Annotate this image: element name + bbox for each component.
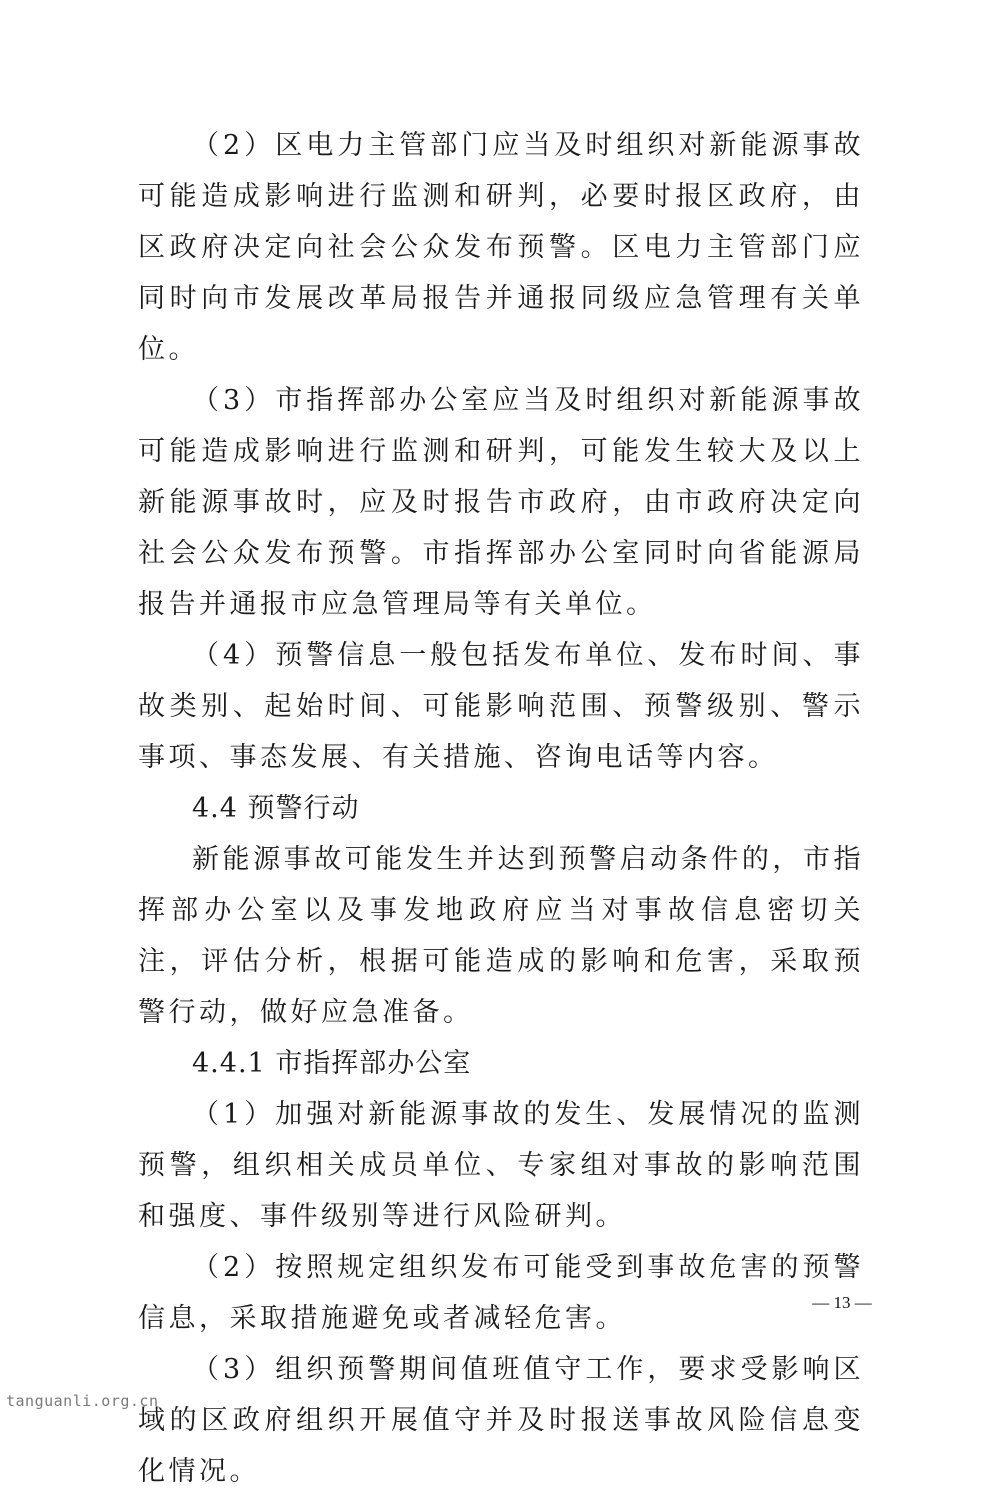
paragraph-item-3-city-command-office: （3）市指挥部办公室应当及时组织对新能源事故可能造成影响进行监测和研判，可能发生较大及以上新能源事故时，应及时报告市政府，由市政府决定向社会公众发布预警。市指挥部办公室同时向省能源局报告并通报市应急管理局等有关单位。 <box>138 385 864 620</box>
document-body <box>138 120 864 1497</box>
paragraph-action-2-publish: （2）按照规定组织发布可能受到事故危害的预警信息，采取措施避免或者减轻危害。 <box>138 1252 864 1334</box>
watermark-text: tanguanli.org.cn <box>6 1392 159 1410</box>
section-heading-4-4-1: 4.4.1 市指挥部办公室 <box>192 1048 472 1079</box>
paragraph-warning-action: 新能源事故可能发生并达到预警启动条件的，市指挥部办公室以及事发地政府应当对事故信息密切关注，评估分析，根据可能造成的影响和危害，采取预警行动，做好应急准备。 <box>138 844 864 1028</box>
paragraph-action-1-monitoring: （1）加强对新能源事故的发生、发展情况的监测预警，组织相关成员单位、专家组对事故的影响范围和强度、事件级别等进行风险研判。 <box>138 1099 864 1232</box>
section-heading-4-4: 4.4 预警行动 <box>192 793 360 824</box>
paragraph-action-3-duty: （3）组织预警期间值班值守工作，要求受影响区域的区政府组织开展值守并及时报送事故风险信息变化情况。 <box>138 1354 864 1487</box>
page-number: — 13 — <box>812 1293 872 1312</box>
paragraph-item-2-district-power: （2）区电力主管部门应当及时组织对新能源事故可能造成影响进行监测和研判，必要时报区政府，由区政府决定向社会公众发布预警。区电力主管部门应同时向市发展改革局报告并通报同级应急管理有关单位。 <box>138 130 864 365</box>
paragraph-item-4-warning-info: （4）预警信息一般包括发布单位、发布时间、事故类别、起始时间、可能影响范围、预警级别、警示事项、事态发展、有关措施、咨询电话等内容。 <box>138 640 864 773</box>
